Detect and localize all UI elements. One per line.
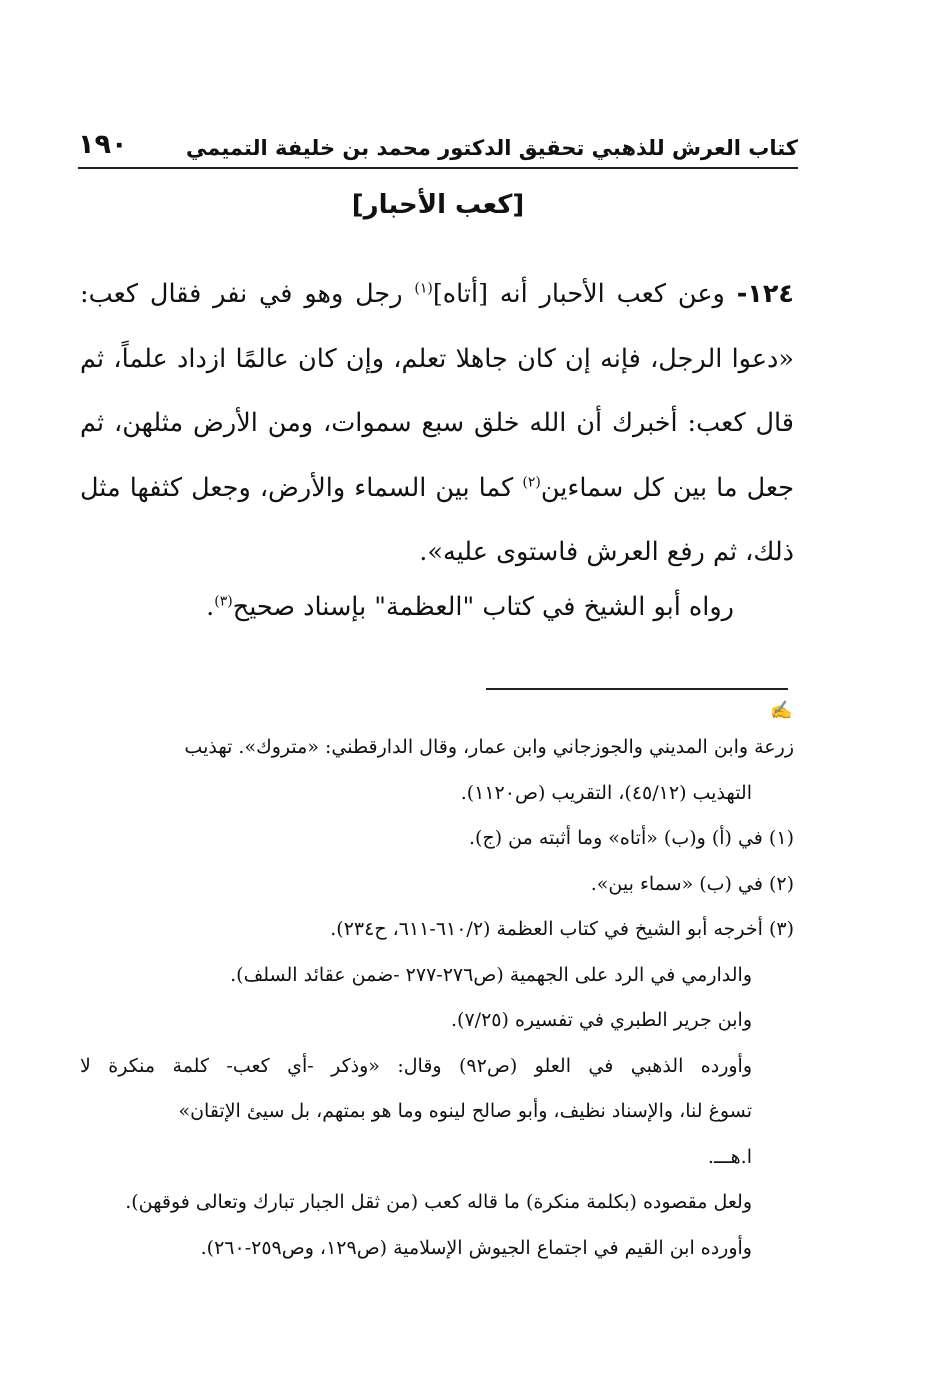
header-rule [78,167,798,169]
footnote-3-tabari: وابن جرير الطبري في تفسيره (٧/٢٥). [451,1009,752,1031]
footnote-3-dhahabi-line-3: ا.هـــ. [707,1145,752,1168]
footnotes [80,725,794,1271]
entry-text-part2: رجل وهو في نفر فقال كعب: «دعوا الرجل، فإنه إن كان جاهلا تعلم، وإن كان عالمًا ازداد علماً، ثم قال كعب: أخبرك أن الله خلق سبع سموات، ومن الأرض مثلهن، ثم جعل ما بين كل سماءين [80,279,794,503]
footnote-3-dhahabi-line-1: وأورده الذهبي في العلو (ص٩٢) وقال: «وذكر -أي كعب- كلمة منكرة لا [80,1054,752,1077]
footnote-3-ibn-qayyim: وأورده ابن القيم في اجتماع الجيوش الإسلامية (ص١٢٩، وص٢٥٩-٢٦٠). [200,1236,752,1259]
footnote-ref-3: (٣) [214,593,233,610]
footnote-3-dhahabi-line-2: تسوغ لنا، والإسناد نظيف، وأبو صالح لينوه وما هو بمتهم، بل سيئ الإتقان» [178,1100,752,1122]
attribution [80,582,734,632]
footnote-3-intro: (٣) أخرجه أبو الشيخ في كتاب العظمة (٦١٠/٢-٦١١، ح٢٣٤). [330,918,794,940]
attribution-text: رواه أبو الشيخ في كتاب "العظمة" بإسناد صحيح [232,592,734,622]
page-number: ١٩٠ [78,129,128,160]
main-text [80,262,794,585]
entry-text-part1: وعن كعب الأحبار أنه [أتاه] [432,279,725,309]
footnote-3-darimi: والدارمي في الرد على الجهمية (ص٢٧٦-٢٧٧ -ضمن عقائد السلف). [230,963,752,986]
footnote-rule [486,688,788,690]
section-heading: [كعب الأحبار] [351,190,525,220]
footnote-ref-2: (٢) [522,474,541,490]
attribution-end: . [206,592,215,622]
footnote-ref-1: (١) [414,280,433,297]
footnote-continued-line-2: التهذيب (٤٥/١٢)، التقريب (ص١١٢٠). [460,781,752,804]
footnote-3-note: ولعل مقصوده (بكلمة منكرة) ما قاله كعب (من ثقل الجبار تبارك وتعالى فوقهن). [125,1191,752,1213]
running-header [78,118,798,160]
footnote-2: (٢) في (ب) «سماء بين». [590,872,794,895]
entry-paragraph [80,262,794,585]
pen-mark-icon: ✍ [770,700,793,721]
footnote-continued-line-1: زرعة وابن المديني والجوزجاني وابن عمار، وقال الدارقطني: «متروك». تهذيب [184,736,794,758]
entry-number: ١٢٤- [736,279,794,309]
running-title: كتاب العرش للذهبي تحقيق الدكتور محمد بن خليفة التميمي [186,136,798,160]
footnote-1: (١) في (أ) و(ب) «أتاه» وما أثبته من (ج). [469,827,794,849]
entry-text-part3: كما بين السماء والأرض، وجعل كثفها مثل ذلك، ثم رفع العرش فاستوى عليه». [80,472,794,567]
